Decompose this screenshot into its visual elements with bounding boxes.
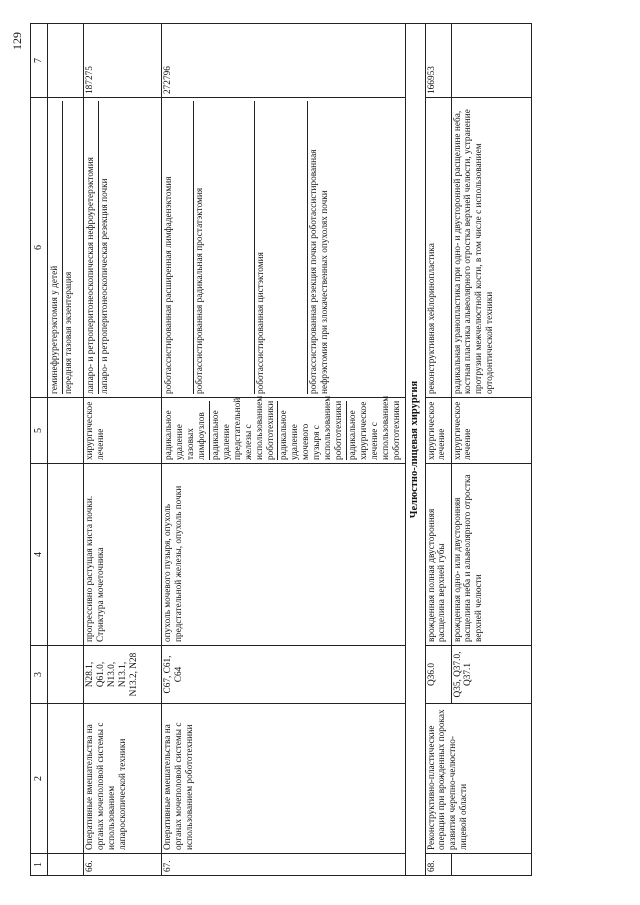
- cost: 272796: [161, 24, 405, 98]
- diagnosis: опухоль мочевого пузыря, опухоль предстательной железы, опухоль почки: [161, 464, 405, 646]
- row-number: 68.: [425, 854, 451, 876]
- icd-codes: C67, C61, C64: [161, 646, 405, 704]
- diagnosis: врожденная одно- или двусторонняя расщелина неба и альвеолярного отростка верхней челюсти: [451, 464, 531, 646]
- treatment-type: хирургическое лечение: [425, 398, 451, 464]
- rotated-table-area: [10, 24, 620, 876]
- diagnosis: прогрессивно растущая киста почки. Стриктура мочеточника: [83, 464, 161, 646]
- treatment-type: [161, 395, 405, 464]
- treatment-item: радикальное удаление мочевого пузыря с использованием робототехники: [278, 401, 347, 460]
- procedures-table: [30, 23, 532, 876]
- row-number: 67.: [161, 854, 405, 876]
- method: [161, 98, 405, 398]
- procedure-name: [47, 704, 83, 854]
- treatment-item: радикальное хирургическое лечение с использованием робототехники: [348, 395, 403, 460]
- diagnosis: [47, 464, 83, 646]
- method: радикальная уранопластика при одно- и двусторонней расщелине неба, костная пластика альвеолярного отростка верхней челюсти, устранение протрузии межчелюстной кости, в том числе с использованием ортодонтической техники: [451, 98, 531, 398]
- cost: 166953: [425, 24, 451, 98]
- header-cell: 4: [31, 464, 48, 646]
- table-row: [47, 24, 83, 876]
- method: [47, 98, 83, 398]
- diagnosis: врожденная полная двусторонняя расщелина верхней губы: [425, 464, 451, 646]
- method: реконструктивная хейлоринопластика: [425, 98, 451, 398]
- method: [83, 98, 161, 398]
- header-cell: 5: [31, 398, 48, 464]
- cost: [47, 24, 83, 98]
- method-item: геминефруретерэктомия у детей: [49, 101, 63, 394]
- icd-codes: [47, 646, 83, 704]
- table-row: [161, 24, 405, 876]
- header-cell: 3: [31, 646, 48, 704]
- section-row: [406, 24, 425, 876]
- treatment-item: радикальное удаление предстательной железы с использованием робототехники: [210, 401, 279, 460]
- header-row: [31, 24, 48, 876]
- header-cell: 1: [31, 854, 48, 876]
- icd-codes: Q36.0: [425, 646, 451, 704]
- row-number: [451, 854, 531, 876]
- treatment-type: хирургическое лечение: [451, 398, 531, 464]
- row-number: [47, 854, 83, 876]
- header-cell: 7: [31, 24, 48, 98]
- cost: [451, 24, 531, 98]
- icd-codes: N28.1, Q61.0, N13.0, N13.1, N13.2, N28: [83, 646, 161, 704]
- treatment-type: хирургическое лечение: [83, 398, 161, 464]
- procedure-name: Реконструктивно-пластические операции при врожденных пороках развития черепно-челюстно-лицевой области: [425, 704, 531, 854]
- method-item: роботассистированная резекция почки роботассистированная нефрэктомия при злокачественных опухолях почки: [308, 149, 330, 394]
- method-item: передняя тазовая экзентерация: [63, 271, 74, 394]
- header-cell: 2: [31, 704, 48, 854]
- method-item: роботассистированная радикальная простатэктомия: [194, 101, 255, 394]
- page-number: 129: [10, 32, 24, 50]
- method-item: лапаро- и ретроперитонеоскопическая нефроуретерэктомия: [85, 101, 99, 394]
- cost: 187275: [83, 24, 161, 98]
- treatment-type: [47, 398, 83, 464]
- table-row: [425, 24, 451, 876]
- table-row: [83, 24, 161, 876]
- section-title: Челюстно-лицевая хирургия: [406, 24, 425, 876]
- header-cell: 6: [31, 98, 48, 398]
- method-item: роботассистированная расширенная лимфаденэктомия: [163, 101, 194, 394]
- method-item: лапаро- и ретроперитонеоскопическая резекция почки: [99, 178, 110, 394]
- icd-codes: Q35, Q37.0, Q37.1: [451, 646, 531, 704]
- treatment-item: радикальное удаление тазовых лимфоузлов: [163, 401, 210, 460]
- procedure-name: Оперативные вмешательства на органах мочеполовой системы с использованием лапароскопической техники: [83, 704, 161, 854]
- procedure-name: Оперативные вмешательства на органах мочеполовой системы с использованием робототехники: [161, 704, 405, 854]
- row-number: 66.: [83, 854, 161, 876]
- method-item: роботассистированная цистэктомия: [255, 101, 308, 394]
